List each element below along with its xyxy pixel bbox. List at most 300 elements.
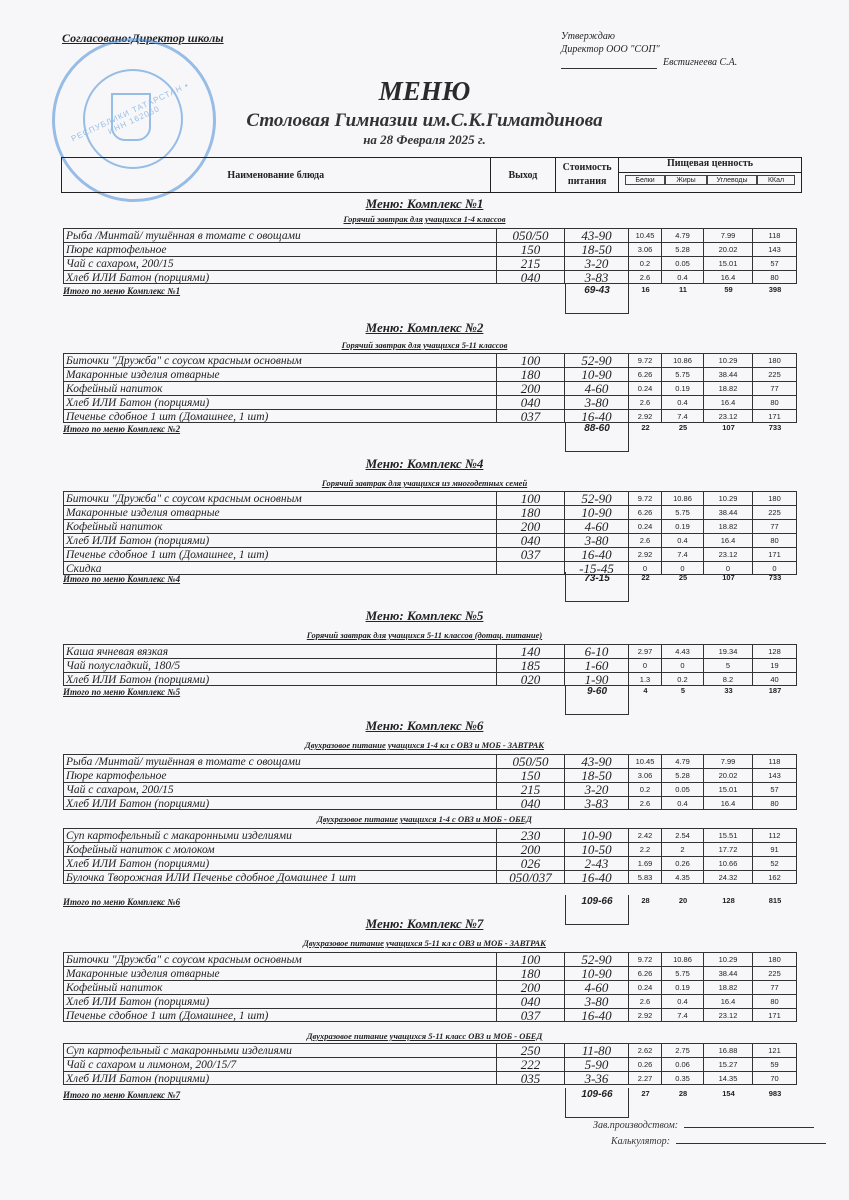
dish-output: 185: [497, 658, 565, 672]
dish-fat: 0: [662, 561, 704, 575]
dish-name: Печенье сдобное 1 шт (Домашнее, 1 шт): [63, 1008, 497, 1022]
dish-name: Макаронные изделия отварные: [63, 367, 497, 381]
approval-school-director: Согласовано:Директор школы: [62, 31, 224, 45]
dish-cost: 3-20: [565, 782, 629, 796]
dish-kcal: 52: [753, 856, 797, 870]
dish-kcal: 171: [753, 547, 797, 561]
dish-table: [63, 491, 797, 575]
dish-name: Каша ячневая вязкая: [63, 644, 497, 658]
dish-name: Кофейный напиток: [63, 980, 497, 994]
group-subtitle: Двухразовое питание учащихся 5-11 класс ОВЗ и МОБ - ОБЕД: [306, 1031, 543, 1041]
dish-fat: 0.35: [662, 1071, 704, 1085]
dish-kcal: 128: [753, 644, 797, 658]
dish-protein: 6.26: [629, 505, 662, 519]
dish-protein: 10.45: [629, 754, 662, 768]
dish-cost: 4-60: [565, 381, 629, 395]
dish-kcal: 143: [753, 768, 797, 782]
table-row: [63, 367, 797, 381]
dish-name: Печенье сдобное 1 шт (Домашнее, 1 шт): [63, 409, 497, 423]
dish-kcal: 40: [753, 672, 797, 686]
dish-name: Суп картофельный с макаронными изделиями: [63, 828, 497, 842]
table-row: [63, 768, 797, 782]
table-row: [63, 754, 797, 768]
dish-cost: 3-80: [565, 395, 629, 409]
header-dish-name: Наименование блюда: [62, 158, 491, 192]
dish-fat: 2.75: [662, 1043, 704, 1057]
dish-name: Хлеб ИЛИ Батон (порциями): [63, 270, 497, 284]
dish-kcal: 225: [753, 966, 797, 980]
table-row: [63, 491, 797, 505]
dish-fat: 4.79: [662, 228, 704, 242]
table-row: [63, 842, 797, 856]
dish-table: [63, 952, 797, 1022]
dish-protein: 0.24: [629, 519, 662, 533]
dish-kcal: 57: [753, 782, 797, 796]
dish-kcal: 19: [753, 658, 797, 672]
dish-protein: 2.92: [629, 547, 662, 561]
dish-carbs: 7.99: [704, 754, 753, 768]
dish-output: 200: [497, 519, 565, 533]
dish-protein: 0.2: [629, 256, 662, 270]
dish-name: Суп картофельный с макаронными изделиями: [63, 1043, 497, 1057]
dish-carbs: 16.4: [704, 533, 753, 547]
table-row: [63, 644, 797, 658]
dish-protein: 10.45: [629, 228, 662, 242]
dish-name: Хлеб ИЛИ Батон (порциями): [63, 994, 497, 1008]
dish-kcal: 70: [753, 1071, 797, 1085]
table-row: [63, 533, 797, 547]
table-row: [63, 980, 797, 994]
dish-fat: 0.19: [662, 980, 704, 994]
dish-table: [63, 754, 797, 810]
total-fat: 11: [679, 285, 687, 294]
dish-name: Хлеб ИЛИ Батон (порциями): [63, 796, 497, 810]
dish-cost: 3-20: [565, 256, 629, 270]
dish-cost: 4-60: [565, 519, 629, 533]
dish-carbs: 8.2: [704, 672, 753, 686]
approval-approve-label: Утверждаю: [561, 31, 615, 42]
total-kcal: 398: [768, 285, 782, 294]
complex-title: Меню: Комплекс №1: [365, 196, 484, 211]
signature-line: [561, 58, 657, 69]
dish-output: 050/50: [497, 754, 565, 768]
table-row: [63, 966, 797, 980]
table-row: [63, 828, 797, 842]
dish-kcal: 77: [753, 519, 797, 533]
group-subtitle: Горячий завтрак для учащихся из многодетных семей: [321, 478, 528, 488]
dish-cost: 5-90: [565, 1057, 629, 1071]
dish-name: Хлеб ИЛИ Батон (порциями): [63, 1071, 497, 1085]
approval-director-name: Евстигнеева С.А.: [663, 57, 738, 68]
dish-name: Рыба /Минтай/ тушённая в томате с овощами: [63, 228, 497, 242]
table-row: [63, 519, 797, 533]
dish-protein: 6.26: [629, 966, 662, 980]
dish-name: Кофейный напиток с молоком: [63, 842, 497, 856]
dish-fat: 7.4: [662, 409, 704, 423]
dish-cost: 10-90: [565, 367, 629, 381]
dish-cost: 16-40: [565, 870, 629, 884]
dish-carbs: 5: [704, 658, 753, 672]
dish-fat: 2.54: [662, 828, 704, 842]
group-subtitle: Двухразовое питание учащихся 1-4 с ОВЗ и МОБ - ОБЕД: [317, 814, 532, 824]
dish-carbs: 10.29: [704, 491, 753, 505]
dish-protein: 9.72: [629, 952, 662, 966]
dish-protein: 2.6: [629, 395, 662, 409]
dish-protein: 3.06: [629, 242, 662, 256]
dish-fat: 0.19: [662, 519, 704, 533]
dish-protein: 2.42: [629, 828, 662, 842]
header-nutrition: Пищевая ценность Белки Жиры Углеводы ККал: [619, 158, 801, 192]
dish-output: 040: [497, 994, 565, 1008]
dish-kcal: 171: [753, 409, 797, 423]
dish-cost: 1-90: [565, 672, 629, 686]
group-subtitle: Горячий завтрак для учащихся 5-11 классов (дотац. питание): [306, 630, 543, 640]
dish-fat: 5.75: [662, 505, 704, 519]
table-row: [63, 856, 797, 870]
dish-name: Пюре картофельное: [63, 768, 497, 782]
dish-carbs: 16.4: [704, 270, 753, 284]
dish-carbs: 16.4: [704, 796, 753, 810]
dish-fat: 0.05: [662, 256, 704, 270]
dish-carbs: 17.72: [704, 842, 753, 856]
header-fat: Жиры: [665, 175, 707, 185]
signature-line: [676, 1133, 826, 1144]
dish-output: 040: [497, 796, 565, 810]
dish-cost: 1-60: [565, 658, 629, 672]
total-label: Итого по меню Комплекс №4: [63, 574, 181, 584]
table-row: [63, 505, 797, 519]
dish-fat: 0.2: [662, 672, 704, 686]
total-label: Итого по меню Комплекс №1: [63, 286, 181, 296]
dish-carbs: 0: [704, 561, 753, 575]
header-cost: Стоимость питания: [556, 158, 619, 192]
dish-carbs: 10.66: [704, 856, 753, 870]
total-label: Итого по меню Комплекс №2: [63, 424, 181, 434]
dish-protein: 2.92: [629, 1008, 662, 1022]
dish-output: 037: [497, 1008, 565, 1022]
dish-kcal: 57: [753, 256, 797, 270]
dish-kcal: 59: [753, 1057, 797, 1071]
dish-output: 230: [497, 828, 565, 842]
dish-output: 040: [497, 270, 565, 284]
dish-protein: 2.6: [629, 796, 662, 810]
table-row: [63, 994, 797, 1008]
table-row: [63, 1071, 797, 1085]
dish-output: 050/037: [497, 870, 565, 884]
dish-kcal: 112: [753, 828, 797, 842]
dish-protein: 2.6: [629, 270, 662, 284]
table-row: [63, 353, 797, 367]
total-carbs: 33: [724, 686, 733, 695]
dish-output: 050/50: [497, 228, 565, 242]
page-title: МЕНЮ: [378, 76, 471, 106]
dish-table: [63, 353, 797, 423]
dish-fat: 0: [662, 658, 704, 672]
dish-name: Кофейный напиток: [63, 381, 497, 395]
total-protein: 27: [641, 1089, 650, 1098]
total-protein: 28: [641, 896, 650, 905]
dish-cost: 16-40: [565, 409, 629, 423]
signature-line: [684, 1117, 814, 1128]
dish-table: [63, 1043, 797, 1085]
menu-date: на 28 Февраля 2025 г.: [363, 132, 486, 147]
table-row: [63, 547, 797, 561]
dish-fat: 10.86: [662, 491, 704, 505]
dish-protein: 2.62: [629, 1043, 662, 1057]
dish-kcal: 118: [753, 754, 797, 768]
dish-protein: 9.72: [629, 353, 662, 367]
total-kcal: 187: [768, 686, 782, 695]
total-kcal: 815: [768, 896, 782, 905]
dish-name: Биточки "Дружба" с соусом красным основным: [63, 353, 497, 367]
dish-kcal: 0: [753, 561, 797, 575]
dish-cost: 6-10: [565, 644, 629, 658]
dish-name: Пюре картофельное: [63, 242, 497, 256]
dish-fat: 4.79: [662, 754, 704, 768]
dish-name: Чай с сахаром и лимоном, 200/15/7: [63, 1057, 497, 1071]
total-fat: 5: [680, 686, 686, 695]
dish-protein: 0.24: [629, 381, 662, 395]
total-kcal: 733: [768, 573, 782, 582]
dish-protein: 6.26: [629, 367, 662, 381]
group-subtitle: Двухразовое питание учащихся 1-4 кл с ОВЗ и МОБ - ЗАВТРАК: [304, 740, 545, 750]
dish-carbs: 18.82: [704, 381, 753, 395]
total-cost: 9-60: [565, 685, 629, 715]
dish-output: 040: [497, 395, 565, 409]
total-cost: 109-66: [565, 895, 629, 925]
dish-carbs: 23.12: [704, 409, 753, 423]
total-carbs: 107: [722, 573, 735, 582]
dish-cost: 16-40: [565, 547, 629, 561]
dish-protein: 0.26: [629, 1057, 662, 1071]
dish-name: Хлеб ИЛИ Батон (порциями): [63, 856, 497, 870]
dish-output: 200: [497, 381, 565, 395]
dish-carbs: 16.4: [704, 395, 753, 409]
dish-carbs: 16.88: [704, 1043, 753, 1057]
total-kcal: 733: [768, 423, 782, 432]
dish-output: 222: [497, 1057, 565, 1071]
dish-kcal: 80: [753, 395, 797, 409]
dish-name: Булочка Творожная ИЛИ Печенье сдобное Домашнее 1 шт: [63, 870, 497, 884]
dish-output: 150: [497, 242, 565, 256]
dish-kcal: 180: [753, 952, 797, 966]
dish-output: 180: [497, 505, 565, 519]
dish-kcal: 91: [753, 842, 797, 856]
dish-fat: 0.4: [662, 533, 704, 547]
dish-protein: 3.06: [629, 768, 662, 782]
dish-fat: 0.4: [662, 994, 704, 1008]
total-label: Итого по меню Комплекс №7: [63, 1090, 181, 1100]
dish-fat: 10.86: [662, 952, 704, 966]
dish-cost: 11-80: [565, 1043, 629, 1057]
table-row: [63, 409, 797, 423]
dish-fat: 0.05: [662, 782, 704, 796]
total-kcal: 983: [768, 1089, 782, 1098]
dish-table: [63, 828, 797, 884]
dish-cost: 3-83: [565, 796, 629, 810]
dish-cost: 10-90: [565, 966, 629, 980]
dish-output: 215: [497, 256, 565, 270]
dish-kcal: 118: [753, 228, 797, 242]
school-stamp-icon: РЕСПУБЛИКИ ТАТАРСТАН • ИНН 162060: [52, 38, 216, 202]
complex-total-row: [63, 422, 797, 452]
dish-fat: 5.75: [662, 966, 704, 980]
total-label: Итого по меню Комплекс №5: [63, 687, 181, 697]
dish-protein: 2.2: [629, 842, 662, 856]
dish-name: Чай с сахаром, 200/15: [63, 782, 497, 796]
dish-kcal: 162: [753, 870, 797, 884]
table-row: [63, 228, 797, 242]
table-row: [63, 1057, 797, 1071]
dish-cost: 52-90: [565, 353, 629, 367]
dish-kcal: 143: [753, 242, 797, 256]
dish-output: 100: [497, 491, 565, 505]
table-row: [63, 952, 797, 966]
dish-output: 200: [497, 980, 565, 994]
dish-kcal: 225: [753, 367, 797, 381]
dish-output: 100: [497, 353, 565, 367]
dish-protein: 2.92: [629, 409, 662, 423]
dish-carbs: 15.27: [704, 1057, 753, 1071]
complex-title: Меню: Комплекс №4: [365, 456, 484, 471]
dish-cost: 52-90: [565, 491, 629, 505]
header-carbs: Углеводы: [707, 175, 757, 185]
dish-name: Макаронные изделия отварные: [63, 966, 497, 980]
dish-cost: 10-90: [565, 828, 629, 842]
total-fat: 25: [678, 423, 688, 432]
dish-protein: 2.27: [629, 1071, 662, 1085]
dish-protein: 9.72: [629, 491, 662, 505]
dish-carbs: 23.12: [704, 1008, 753, 1022]
total-protein: 4: [643, 686, 648, 695]
total-cost: 69-43: [565, 284, 629, 314]
header-kcal: ККал: [757, 175, 795, 185]
dish-cost: 18-50: [565, 768, 629, 782]
table-row: [63, 1043, 797, 1057]
complex-title: Меню: Комплекс №6: [365, 718, 484, 733]
table-row: [63, 270, 797, 284]
approval-director-label: Директор ООО "СОП": [561, 44, 660, 55]
calculator-line: Калькулятор:: [611, 1133, 826, 1147]
dish-fat: 0.4: [662, 796, 704, 810]
dish-protein: 2.6: [629, 533, 662, 547]
total-cost: 88-60: [565, 422, 629, 452]
dish-cost: 18-50: [565, 242, 629, 256]
dish-protein: 0.24: [629, 980, 662, 994]
dish-cost: 3-83: [565, 270, 629, 284]
dish-carbs: 15.51: [704, 828, 753, 842]
total-cost: 73-15: [565, 572, 629, 602]
dish-cost: -15-45: [565, 561, 629, 575]
dish-fat: 4.35: [662, 870, 704, 884]
dish-cost: 3-36: [565, 1071, 629, 1085]
dish-name: Макаронные изделия отварные: [63, 505, 497, 519]
dish-table: [63, 644, 797, 686]
dish-kcal: 80: [753, 796, 797, 810]
complex-total-row: [63, 685, 797, 715]
dish-protein: 5.83: [629, 870, 662, 884]
complex-title: Меню: Комплекс №5: [365, 608, 484, 623]
table-row: [63, 242, 797, 256]
dish-carbs: 18.82: [704, 519, 753, 533]
dish-protein: 1.3: [629, 672, 662, 686]
dish-output: 040: [497, 533, 565, 547]
table-row: [63, 395, 797, 409]
table-row: [63, 672, 797, 686]
table-row: [63, 658, 797, 672]
total-carbs: 128: [722, 896, 735, 905]
dish-output: 200: [497, 842, 565, 856]
dish-name: Хлеб ИЛИ Батон (порциями): [63, 533, 497, 547]
dish-carbs: 38.44: [704, 367, 753, 381]
dish-protein: 2.97: [629, 644, 662, 658]
dish-kcal: 180: [753, 353, 797, 367]
dish-name: Чай с сахаром, 200/15: [63, 256, 497, 270]
dish-cost: 10-50: [565, 842, 629, 856]
dish-carbs: 14.35: [704, 1071, 753, 1085]
dish-kcal: 225: [753, 505, 797, 519]
total-cost: 109-66: [565, 1088, 629, 1118]
total-fat: 28: [678, 1089, 688, 1098]
total-label: Итого по меню Комплекс №6: [63, 897, 181, 907]
dish-carbs: 15.01: [704, 782, 753, 796]
group-subtitle: Горячий завтрак для учащихся 1-4 классов: [343, 214, 506, 224]
dish-name: Кофейный напиток: [63, 519, 497, 533]
dish-fat: 2: [662, 842, 704, 856]
dish-protein: 0: [629, 658, 662, 672]
total-carbs: 107: [722, 423, 735, 432]
table-row: [63, 1008, 797, 1022]
dish-output: 037: [497, 547, 565, 561]
dish-output: 020: [497, 672, 565, 686]
total-protein: 22: [641, 573, 650, 582]
header-output: Выход: [491, 158, 557, 192]
header-protein: Белки: [625, 175, 665, 185]
dish-name: Рыба /Минтай/ тушённая в томате с овощами: [63, 754, 497, 768]
complex-total-row: [63, 572, 797, 602]
dish-output: 140: [497, 644, 565, 658]
dish-output: 037: [497, 409, 565, 423]
group-subtitle: Двухразовое питание учащихся 5-11 кл с ОВЗ и МОБ - ЗАВТРАК: [303, 938, 546, 948]
dish-carbs: 23.12: [704, 547, 753, 561]
complex-total-row: [63, 284, 797, 314]
dish-kcal: 180: [753, 491, 797, 505]
dish-name: Биточки "Дружба" с соусом красным основным: [63, 952, 497, 966]
dish-fat: 10.86: [662, 353, 704, 367]
dish-output: 180: [497, 966, 565, 980]
dish-name: Хлеб ИЛИ Батон (порциями): [63, 672, 497, 686]
table-row: [63, 782, 797, 796]
dish-carbs: 20.02: [704, 768, 753, 782]
total-fat: 20: [678, 896, 688, 905]
approval-block-right: [561, 30, 737, 69]
dish-carbs: 15.01: [704, 256, 753, 270]
complex-title: Меню: Комплекс №2: [365, 320, 484, 335]
dish-carbs: 20.02: [704, 242, 753, 256]
dish-fat: 7.4: [662, 1008, 704, 1022]
group-subtitle: Горячий завтрак для учащихся 5-11 классов: [341, 340, 508, 350]
dish-output: 215: [497, 782, 565, 796]
total-carbs: 59: [724, 285, 733, 294]
dish-kcal: 80: [753, 994, 797, 1008]
dish-output: 150: [497, 768, 565, 782]
dish-fat: 0.19: [662, 381, 704, 395]
dish-kcal: 121: [753, 1043, 797, 1057]
dish-name: Печенье сдобное 1 шт (Домашнее, 1 шт): [63, 547, 497, 561]
dish-fat: 4.43: [662, 644, 704, 658]
dish-carbs: 16.4: [704, 994, 753, 1008]
dish-table: [63, 228, 797, 284]
